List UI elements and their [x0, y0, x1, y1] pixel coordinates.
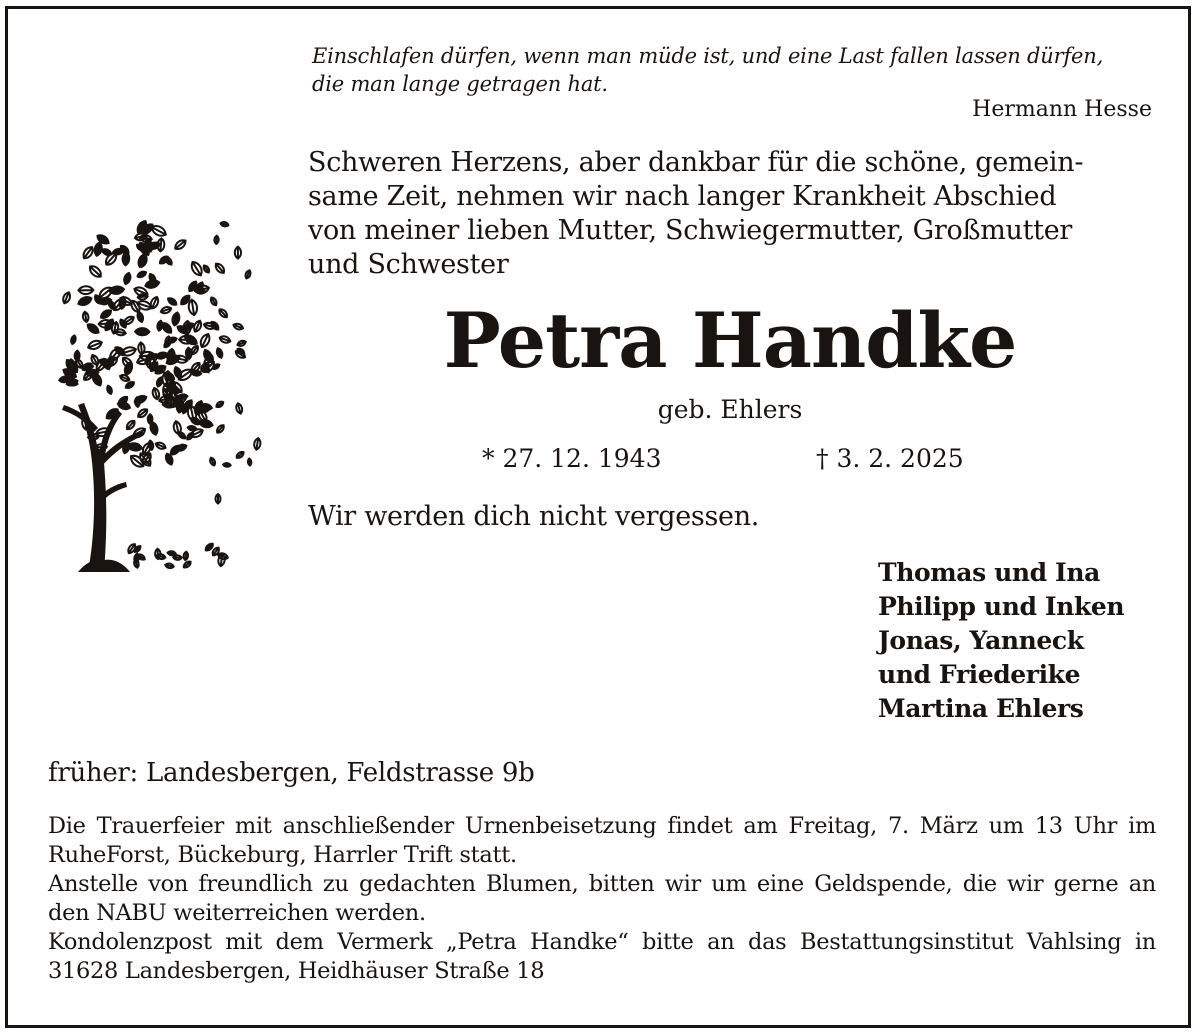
mourner-name: Philipp und Inken: [878, 592, 1125, 621]
closing-line: Wir werden dich nicht vergessen.: [308, 501, 760, 532]
donation-info: Anstelle von freundlich zu gedachten Blumen, bitten wir um eine Geldspende, die wir gerne an den NABU weiterreichen werden.: [48, 871, 1156, 926]
intro-text: Schweren Herzens, aber dankbar für die schöne, gemein- same Zeit, nehmen wir nach langer Krankheit Abschied von meiner lieben Mutter, Schwiegermutter, Großmutter und Schwester: [308, 147, 1084, 280]
mourner-name: und Friederike: [878, 660, 1081, 689]
tree-with-falling-leaves-icon: [38, 200, 278, 580]
deceased-name: Petra Handke: [443, 296, 1017, 385]
mourners-list: [878, 556, 1124, 726]
mourner-name: Martina Ehlers: [878, 694, 1084, 723]
former-address: früher: Landesbergen, Feldstrasse 9b: [48, 758, 535, 788]
quote-author: Hermann Hesse: [972, 97, 1152, 122]
condolence-info: Kondolenzpost mit dem Vermerk „Petra Handke“ bitte an das Bestattungsinstitut Vahlsing in 31628 Landesbergen, Heidhäuser Straße 18: [48, 929, 1156, 984]
maiden-name: geb. Ehlers: [657, 395, 803, 424]
funeral-info: Die Trauerfeier mit anschließender Urnenbeisetzung findet am Freitag, 7. März um 13 Uhr im RuheForst, Bückeburg, Harrler Trift statt.: [48, 813, 1156, 868]
birth-date: * 27. 12. 1943: [482, 444, 662, 473]
death-date: † 3. 2. 2025: [816, 444, 964, 473]
mourner-name: Jonas, Yanneck: [878, 626, 1084, 655]
service-details: [48, 812, 1156, 986]
mourner-name: Thomas und Ina: [878, 558, 1100, 587]
quote-text: Einschlafen dürfen, wenn man müde ist, und eine Last fallen lassen dürfen, die man lange getragen hat.: [312, 44, 1104, 96]
